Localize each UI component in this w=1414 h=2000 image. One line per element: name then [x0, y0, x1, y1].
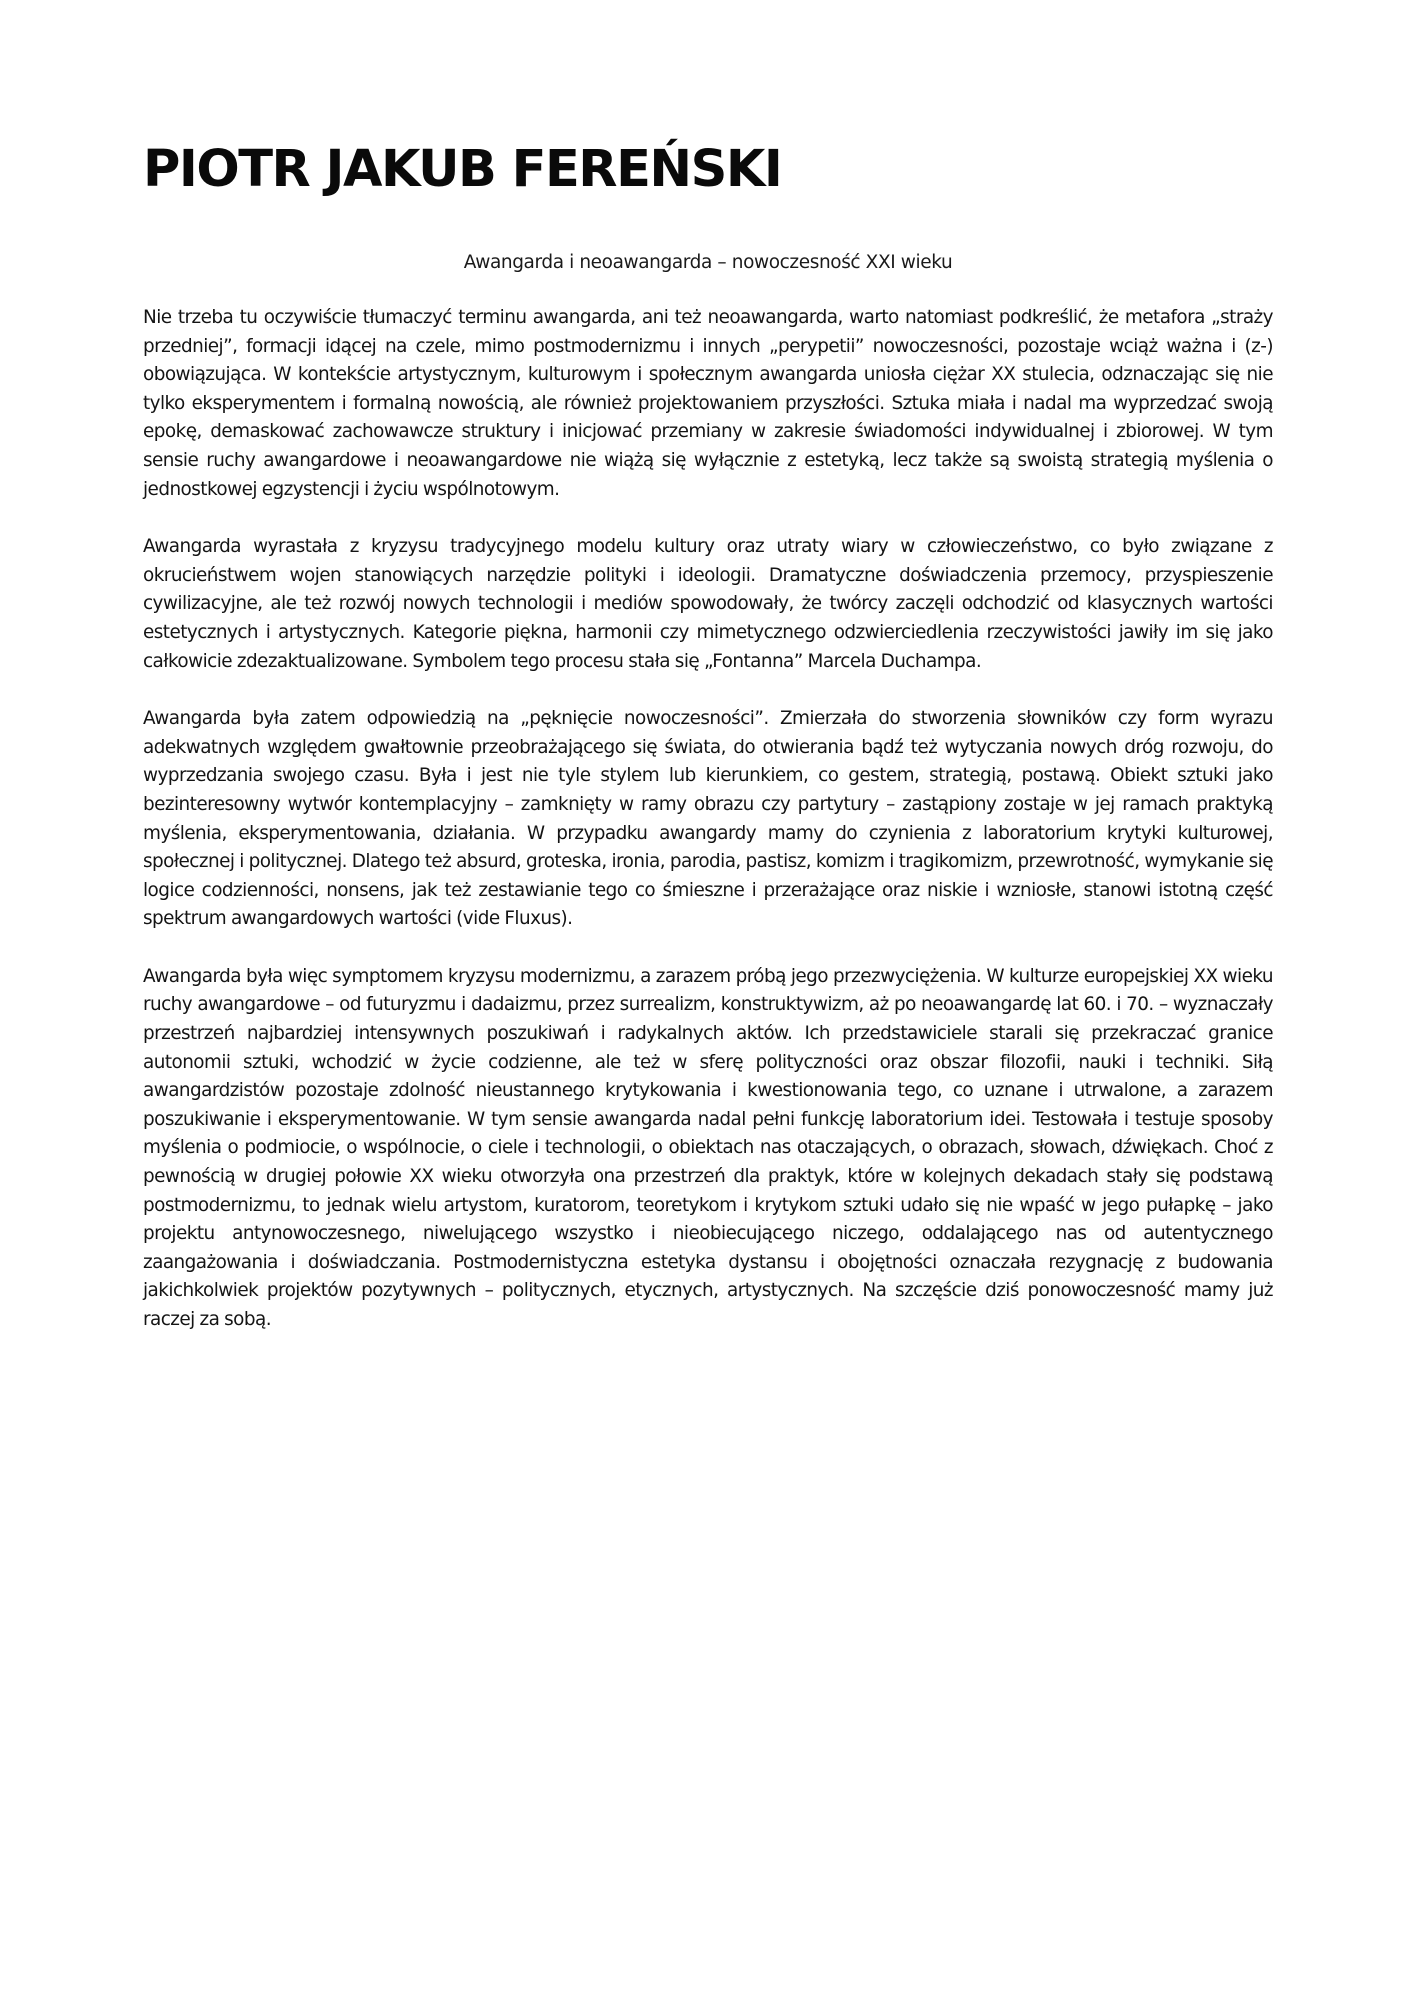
article-body — [143, 304, 1273, 1364]
paragraph-intro: Nie trzeba tu oczywiście tłumaczyć terminu awangarda, ani też neoawangarda, warto natomiast podkreślić, że metafora „straży przedniej”, formacji idącej na czele, mimo postmodernizmu i innych „perypetii” nowoczesności, pozostaje wciąż ważna i (z-) obowiązująca. W kontekście artystycznym, kulturowym i społecznym awangarda uniosła ciężar XX stulecia, odznaczając się nie tylko eksperymentem i formalną nowością, ale również projektowaniem przyszłości. Sztuka miała i nadal ma wyprzedzać swoją epokę, demaskować zachowawcze struktury i inicjować przemiany w zakresie świadomości indywidualnej i zbiorowej. W tym sensie ruchy awangardowe i neoawangardowe nie wiążą się wyłącznie z estetyką, lecz także są swoistą strategią myślenia o jednostkowej egzystencji i życiu wspólnotowym. — [143, 307, 1273, 500]
article-title: Awangarda i neoawangarda – nowoczesność XXI wieku — [463, 252, 953, 273]
paragraph-crisis: Awangarda była więc symptomem kryzysu modernizmu, a zarazem próbą jego przezwyciężenia. W kulturze europejskiej XX wieku ruchy awangardowe – od futuryzmu i dadaizmu, przez surrealizm, konstruktywizm, aż po neoawangardę lat 60. i 70. – wyznaczały przestrzeń najbardziej intensywnych poszukiwań i radykalnych aktów. Ich przedstawiciele starali się przekraczać granice autonomii sztuki, wchodzić w życie codzienne, ale też w sferę polityczności oraz obszar filozofii, nauki i techniki. Siłą awangardzistów pozostaje zdolność nieustannego krytykowania i kwestionowania tego, co uznane i utrwalone, a zarazem poszukiwanie i eksperymentowanie. W tym sensie awangarda nadal pełni funkcję laboratorium idei. Testowała i testuje sposoby myślenia o podmiocie, o wspólnocie, o ciele i technologii, o obiektach nas otaczających, o obrazach, słowach, dźwiękach. Choć z pewnością w drugiej połowie XX wieku otworzyła ona przestrzeń dla praktyk, które w kolejnych dekadach stały się podstawą postmodernizmu, to jednak wielu artystom, kuratorom, teoretykom i krytykom sztuki udało się nie wpaść w jego pułapkę – jako projektu antynowoczesnego, niwelującego wszystko i nieobiecującego niczego, oddalającego nas od autentycznego zaangażowania i doświadczania. Postmodernistyczna estetyka dystansu i obojętności oznaczała rezygnację z budowania jakichkolwiek projektów pozytywnych – politycznych, etycznych, artystycznych. Na szczęście dziś ponowoczesność mamy już raczej za sobą. — [143, 965, 1273, 1330]
paragraph-response: Awangarda była zatem odpowiedzią na „pęknięcie nowoczesności”. Zmierzała do stworzenia słowników czy form wyrazu adekwatnych względem gwałtownie przeobrażającego się świata, do otwierania bądź też wytyczania nowych dróg rozwoju, do wyprzedzania swojego czasu. Była i jest nie tyle stylem lub kierunkiem, co gestem, strategią, postawą. Obiekt sztuki jako bezinteresowny wytwór kontemplacyjny – zamknięty w ramy obrazu czy partytury – zastąpiony zostaje w jej ramach praktyką myślenia, eksperymentowania, działania. W przypadku awangardy mamy do czynienia z laboratorium krytyki kulturowej, społecznej i politycznej. Dlatego też absurd, groteska, ironia, parodia, pastisz, komizm i tragikomizm, przewrotność, wymykanie się logice codzienności, nonsens, jak też zestawianie tego co śmieszne i przerażające oraz niskie i wzniosłe, stanowi istotną część spektrum awangardowych wartości (vide Fluxus). — [143, 708, 1273, 930]
paragraph-origins: Awangarda wyrastała z kryzysu tradycyjnego modelu kultury oraz utraty wiary w człowieczeństwo, co było związane z okrucieństwem wojen stanowiących narzędzie polityki i ideologii. Dramatyczne doświadczenia przemocy, przyspieszenie cywilizacyjne, ale też rozwój nowych technologii i mediów spowodowały, że twórcy zaczęli odchodzić od klasycznych wartości estetycznych i artystycznych. Kategorie piękna, harmonii czy mimetycznego odzwierciedlenia rzeczywistości jawiły im się jako całkowicie zdezaktualizowane. Symbolem tego procesu stała się „Fontanna” Marcela Duchampa. — [143, 536, 1273, 672]
author-name: PIOTR JAKUB FEREŃSKI — [143, 140, 782, 199]
